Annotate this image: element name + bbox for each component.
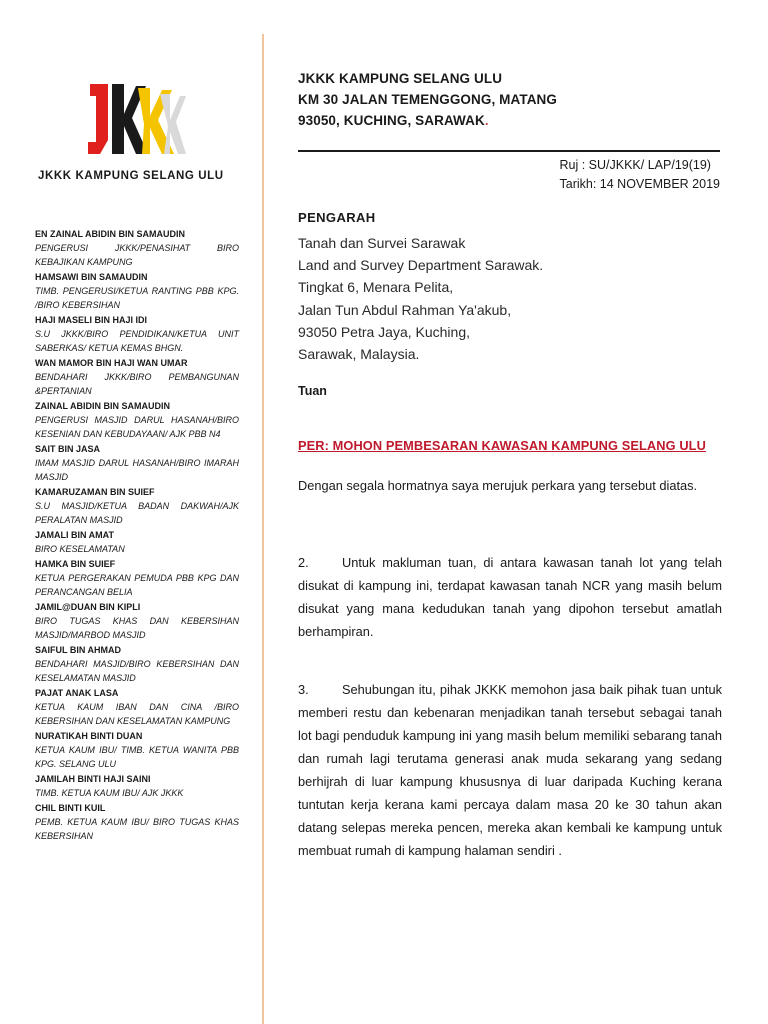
letterhead-line2: KM 30 JALAN TEMENGGONG, MATANG [298, 92, 558, 107]
paragraph-2: 2. Untuk makluman tuan, di antara kawasan tanah lot yang telah disukat di kampung ini, terdapat kawasan tanah NCR yang masih belum disukat yang mana kedudukan tanah yang dipohon tersebut amatlah berhampiran. [298, 551, 722, 643]
member-role: S.U MASJID/KETUA BADAN DAKWAH/AJK PERALATAN MASJID [35, 501, 239, 525]
member-role: BIRO TUGAS KHAS DAN KEBERSIHAN MASJID/MARBOD MASJID [35, 616, 239, 640]
member-name: SAIT BIN JASA [35, 444, 101, 454]
address-line: 93050 Petra Jaya, Kuching, [298, 323, 471, 340]
member-role: BENDAHARI MASJID/BIRO KEBERSIHAN DAN KESELAMATAN MASJID [35, 659, 239, 683]
committee-member [35, 729, 239, 771]
member-role: IMAM MASJID DARUL HASANAH/BIRO IMARAH MASJID [35, 458, 239, 482]
committee-member [35, 772, 239, 800]
letterhead-line3: 93050, KUCHING, SARAWAK. [298, 113, 489, 128]
paragraph-3: 3. Sehubungan itu, pihak JKKK memohon jasa baik pihak tuan untuk memberi restu dan kebenaran menjadikan tanah tersebut sebagai tanah lot bagi penduduk kampung ini yang masih belum memiliki sebarang tanah dan rumah lagi terutama generasi anak muda sekarang yang sedang berhijrah di luar kampung khususnya di luar daripada Kuching kerana tuntutan kerja kerana kami percaya dalam masa 20 ke 30 tahun akan datang selepas mereka pencen, mereka akan kembali ke kampung untuk membuat rumah di kampung halaman sendiri . [298, 678, 722, 862]
member-name: NURATIKAH BINTI DUAN [35, 731, 143, 741]
committee-member [35, 643, 239, 685]
committee-member [35, 227, 239, 269]
paragraph-1: Dengan segala hormatnya saya merujuk perkara yang tersebut diatas. [298, 478, 698, 493]
committee-member [35, 485, 239, 527]
address-line: Jalan Tun Abdul Rahman Ya'akub, [298, 301, 512, 318]
jkkk-logo [82, 74, 188, 160]
committee-member [35, 270, 239, 312]
letter-subject: PER: MOHON PEMBESARAN KAWASAN KAMPUNG SELANG ULU [298, 438, 706, 453]
member-name: HAJI MASELI BIN HAJI IDI [35, 315, 148, 325]
member-name: ZAINAL ABIDIN BIN SAMAUDIN [35, 401, 170, 411]
header-rule [298, 150, 720, 152]
recipient-title: PENGARAH [298, 210, 376, 225]
member-name: SAIFUL BIN AHMAD [35, 645, 121, 655]
member-role: KETUA PERGERAKAN PEMUDA PBB KPG DAN PERANCANGAN BELIA [35, 573, 239, 597]
recipient-address [298, 232, 543, 365]
letterhead [298, 68, 557, 131]
member-role: PEMB. KETUA KAUM IBU/ BIRO TUGAS KHAS KEBERSIHAN [35, 817, 239, 841]
member-name: EN ZAINAL ABIDIN BIN SAMAUDIN [35, 229, 185, 239]
committee-member [35, 801, 239, 843]
letter-date: Tarikh: 14 NOVEMBER 2019 [559, 177, 720, 191]
committee-member [35, 442, 239, 484]
committee-list [35, 226, 239, 843]
committee-member [35, 356, 239, 398]
member-name: WAN MAMOR BIN HAJI WAN UMAR [35, 358, 188, 368]
address-line: Tanah dan Survei Sarawak [298, 235, 466, 251]
paragraph-number: 2. [298, 555, 309, 570]
member-role: PENGERUSI MASJID DARUL HASANAH/BIRO KESENIAN DAN KEBUDAYAAN/ AJK PBB N4 [35, 415, 239, 439]
member-name: HAMKA BIN SUIEF [35, 559, 116, 569]
address-line: Land and Survey Department Sarawak. [298, 257, 544, 274]
member-name: HAMSAWI BIN SAMAUDIN [35, 272, 148, 282]
member-name: KAMARUZAMAN BIN SUIEF [35, 487, 155, 497]
member-role: BENDAHARI JKKK/BIRO PEMBANGUNAN &PERTANIAN [35, 372, 239, 396]
member-role: KETUA KAUM IBAN DAN CINA /BIRO KEBERSIHAN DAN KESELAMATAN KAMPUNG [35, 702, 239, 726]
member-role: BIRO KESELAMATAN [35, 544, 125, 554]
member-name: JAMALI BIN AMAT [35, 530, 114, 540]
paragraph-number: 3. [298, 682, 309, 697]
organization-name: JKKK KAMPUNG SELANG ULU [38, 170, 224, 182]
letterhead-line1: JKKK KAMPUNG SELANG ULU [298, 71, 503, 86]
reference-block [560, 156, 721, 194]
member-name: JAMILAH BINTI HAJI SAINI [35, 774, 151, 784]
member-role: TIMB. PENGERUSI/KETUA RANTING PBB KPG. /BIRO KEBERSIHAN [35, 286, 239, 310]
address-line: Tingkat 6, Menara Pelita, [298, 279, 454, 296]
salutation: Tuan [298, 384, 327, 398]
member-name: PAJAT ANAK LASA [35, 688, 119, 698]
member-role: PENGERUSI JKKK/PENASIHAT BIRO KEBAJIKAN KAMPUNG [35, 243, 239, 267]
member-name: CHIL BINTI KUIL [35, 803, 106, 813]
committee-member [35, 313, 239, 355]
reference-number: Ruj : SU/JKKK/ LAP/19(19) [559, 158, 711, 172]
committee-member [35, 686, 239, 728]
committee-member [35, 600, 239, 642]
member-name: JAMIL@DUAN BIN KIPLI [35, 602, 141, 612]
member-role: KETUA KAUM IBU/ TIMB. KETUA WANITA PBB KPG. SELANG ULU [35, 745, 239, 769]
margin-divider [262, 34, 264, 1024]
committee-member [35, 557, 239, 599]
address-line: Sarawak, Malaysia. [298, 346, 420, 363]
member-role: TIMB. KETUA KAUM IBU/ AJK JKKK [35, 788, 184, 798]
committee-member [35, 399, 239, 441]
member-role: S.U JKKK/BIRO PENDIDIKAN/KETUA UNIT SABERKAS/ KETUA KEMAS BHGN. [35, 329, 239, 353]
committee-member [35, 528, 239, 556]
